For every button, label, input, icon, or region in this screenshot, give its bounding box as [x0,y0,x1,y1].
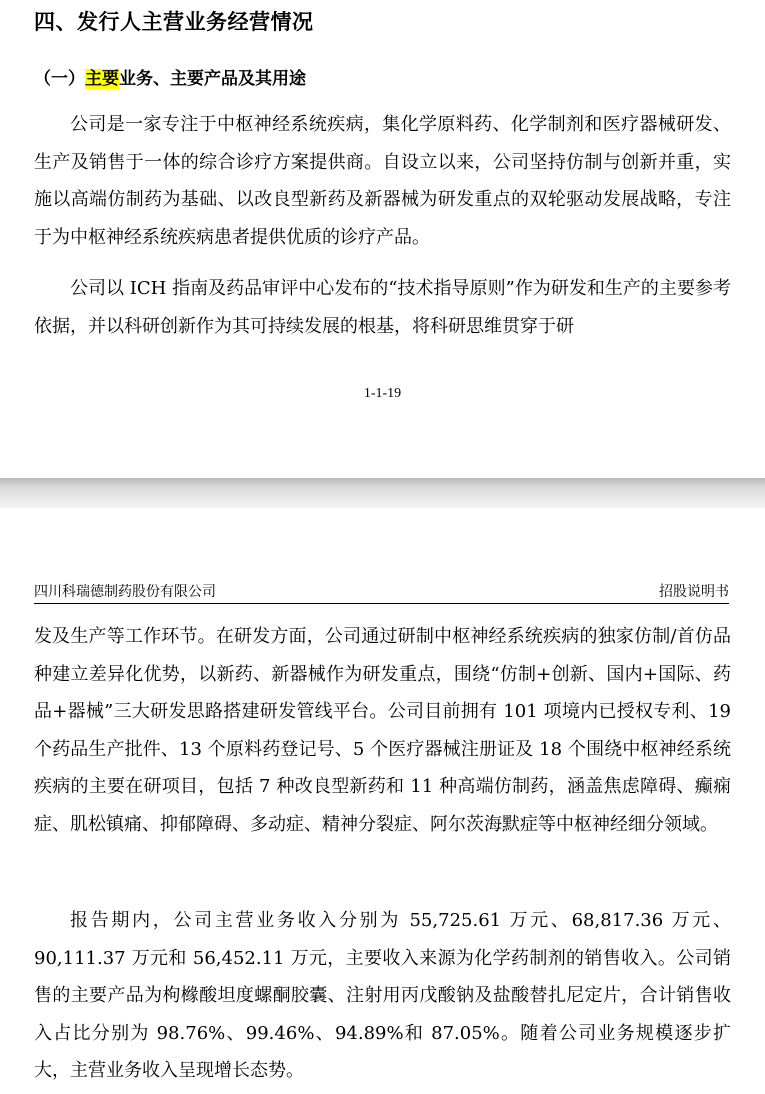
subsection-title [34,64,306,89]
page-separator [0,478,765,508]
document-page-2 [0,508,765,1094]
search-highlight: 主要 [85,69,119,89]
body-paragraph: 公司以 ICH 指南及药品审评中心发布的“技术指导原则”作为研发和生产的主要参考依据，并以科研创新作为其可持续发展的根基，将科研思维贯穿于研 [34,278,731,337]
document-page-1 [0,0,765,478]
body-paragraph: 发及生产等工作环节。在研发方面，公司通过研制中枢神经系统疾病的独家仿制/首仿品种建立差异化优势，以新药、新器械作为研发重点，围绕“仿制+创新、国内+国际、药品+器械”三大研发思路搭建研发管线平台。公司目前拥有 101 项境内已授权专利、19 个药品生产批件、13 个原料药登记号、5 个医疗器械注册证及 18 个围绕中枢神经系统疾病的主要在研项目，包括 7 种改良型新药和 11 种高端仿制药，涵盖焦虑障碍、癫痫症、肌松镇痛、抑郁障碍、多动症、精神分裂症、阿尔茨海默症等中枢神经细分领域。 [34,626,731,835]
body-paragraph: 报告期内，公司主营业务收入分别为 55,725.61 万元、68,817.36 万元、90,111.37 万元和 56,452.11 万元，主要收入来源为化学药制剂的销售收入。公司销售的主要产品为枸橼酸坦度螺酮胶囊、注射用丙戊酸钠及盐酸替扎尼定片，合计销售收入占比分别为 98.76%、99.46%、94.89%和 87.05%。随着公司业务规模逐步扩大，主营业务收入呈现增长态势。 [34,910,731,1081]
subsection-title-prefix: （一） [34,69,85,89]
body-paragraph: 公司是一家专注于中枢神经系统疾病，集化学原料药、化学制剂和医疗器械研发、生产及销售于一体的综合诊疗方案提供商。自设立以来，公司坚持仿制与创新并重，实施以高端仿制药为基础、以改良型新药及新器械为研发重点的双轮驱动发展战略，专注于为中枢神经系统疾病患者提供优质的诊疗产品。 [34,114,731,248]
header-document-type: 招股说明书 [659,584,729,600]
page-number: 1-1-19 [363,386,402,401]
subsection-title-rest: 业务、主要产品及其用途 [119,69,306,89]
page-header [34,581,729,604]
section-title: 四、发行人主营业务经营情况 [34,10,314,34]
header-company-name: 四川科瑞德制药股份有限公司 [34,584,216,600]
